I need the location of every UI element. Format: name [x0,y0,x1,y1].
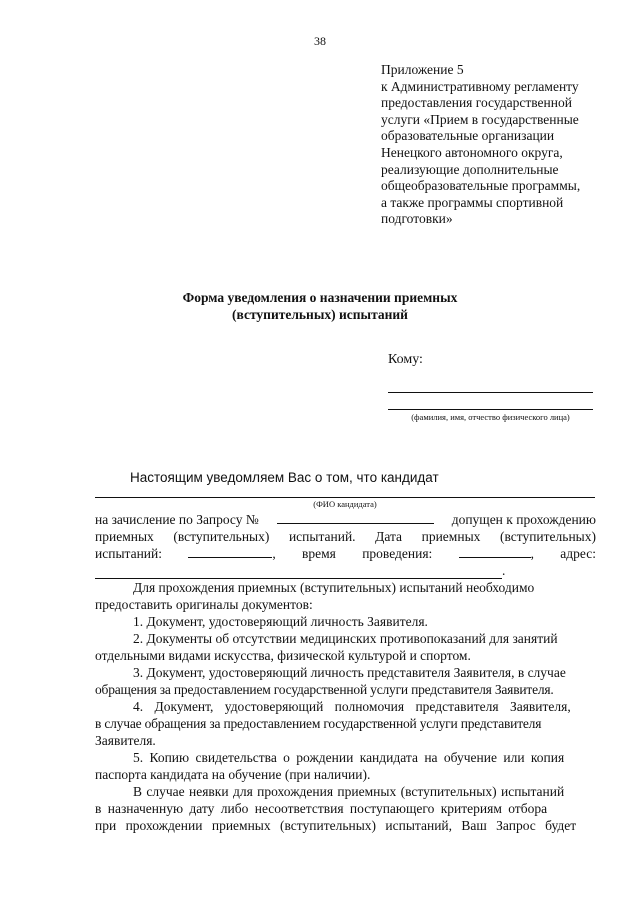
appendix-line: а также программы спортивной [381,194,564,210]
appendix-line: Ненецкого автономного округа, [381,144,563,160]
doc-item-1: 1. Документ, удостоверяющий личность Заявителя. [133,614,428,629]
page-number: 38 [314,34,326,48]
recipient-caption: (фамилия, имя, отчество физического лица) [411,412,570,422]
comma: , [530,546,534,561]
docs-intro-text: Для прохождения приемных (вступительных) испытаний необходимо [133,580,535,595]
request-line [95,511,596,528]
doc-item-2-line2: отдельными видами искусства, физической культурой и спортом. [95,648,471,663]
absence-line1: В случае неявки для прохождения приемных (вступительных) испытаний [133,784,565,799]
doc-item-3-line1: 3. Документ, удостоверяющий личность представителя Заявителя, в случае [133,665,566,680]
doc-item-4-line1: 4. Документ, удостоверяющий полномочия представителя Заявителя, [133,699,571,714]
form-title-line1: Форма уведомления о назначении приемных [182,290,458,305]
appendix-line: услуги «Прием в государственные [381,111,579,127]
recipient-block [388,352,593,422]
appendix-line: подготовки» [381,211,453,227]
request-number-label: на зачисление по Запросу № [95,512,259,527]
recipient-line[interactable] [388,392,593,393]
doc-item-2-line1: 2. Документы об отсутствии медицинских противопоказаний для занятий [133,631,558,646]
exam-date-field[interactable] [188,545,272,558]
absence-line3: при прохождении приемных (вступительных) испытаний, Ваш Запрос будет [95,818,577,833]
recipient-line-2[interactable] [388,409,593,410]
admitted-text: допущен к прохождению [451,512,596,527]
doc-item-5-line1: 5. Копию свидетельства о рождении кандидата на обучение или копия [133,750,565,765]
appendix-line: к Административному регламенту [381,78,579,94]
appendix-line: предоставления государственной [381,95,572,111]
appendix-line: реализующие дополнительные [381,161,559,177]
doc-item-3-line2: обращения за предоставлением государственной услуги представителя Заявителя. [95,682,554,697]
appendix-line: образовательные организации [381,128,555,144]
docs-intro-line2: предоставить оригиналы документов: [95,597,313,612]
time-label: время [302,546,336,561]
doc-item-4-line2: в случае обращения за предоставлением государственной услуги представителя [95,716,542,731]
word: Дата [375,529,403,544]
address-field[interactable] [95,566,502,579]
word: (вступительных) [173,529,270,544]
doc-item-5-line2: паспорта кандидата на обучение (при наличии). [95,767,371,782]
absence-line2: в назначенную дату либо несоответствия поступающего критериям отбора [95,801,548,816]
request-number-field[interactable] [277,511,434,524]
appendix-header [381,62,621,228]
conduct-label: проведения: [362,546,433,561]
form-title [0,289,640,323]
candidate-name-line[interactable] [95,497,595,498]
recipient-label: Кому: [388,352,423,367]
word: приемных [95,529,154,544]
docs-intro-line1 [95,579,596,596]
word: приемных [421,529,481,544]
notification-intro: Настоящим уведомляем Вас о том, что кандидат [130,470,439,485]
notification-body [95,511,596,579]
doc-item-4-line3: Заявителя. [95,733,156,748]
exam-time-field[interactable] [459,545,531,558]
exam-date-line [95,528,596,545]
appendix-line: Приложение 5 [381,62,464,77]
word: испытаний. [288,529,356,544]
exam-details-line [95,545,596,562]
comma: , [272,546,276,561]
documents-section [95,579,596,834]
form-title-line2: (вступительных) испытаний [232,307,408,322]
address-label: адрес: [560,546,596,561]
word: (вступительных) [499,529,596,544]
address-line [95,562,596,579]
appendix-line: общеобразовательные программы, [381,178,581,194]
exams-label: испытаний: [95,546,162,561]
candidate-caption: (ФИО кандидата) [313,499,377,509]
period: . [502,563,506,578]
